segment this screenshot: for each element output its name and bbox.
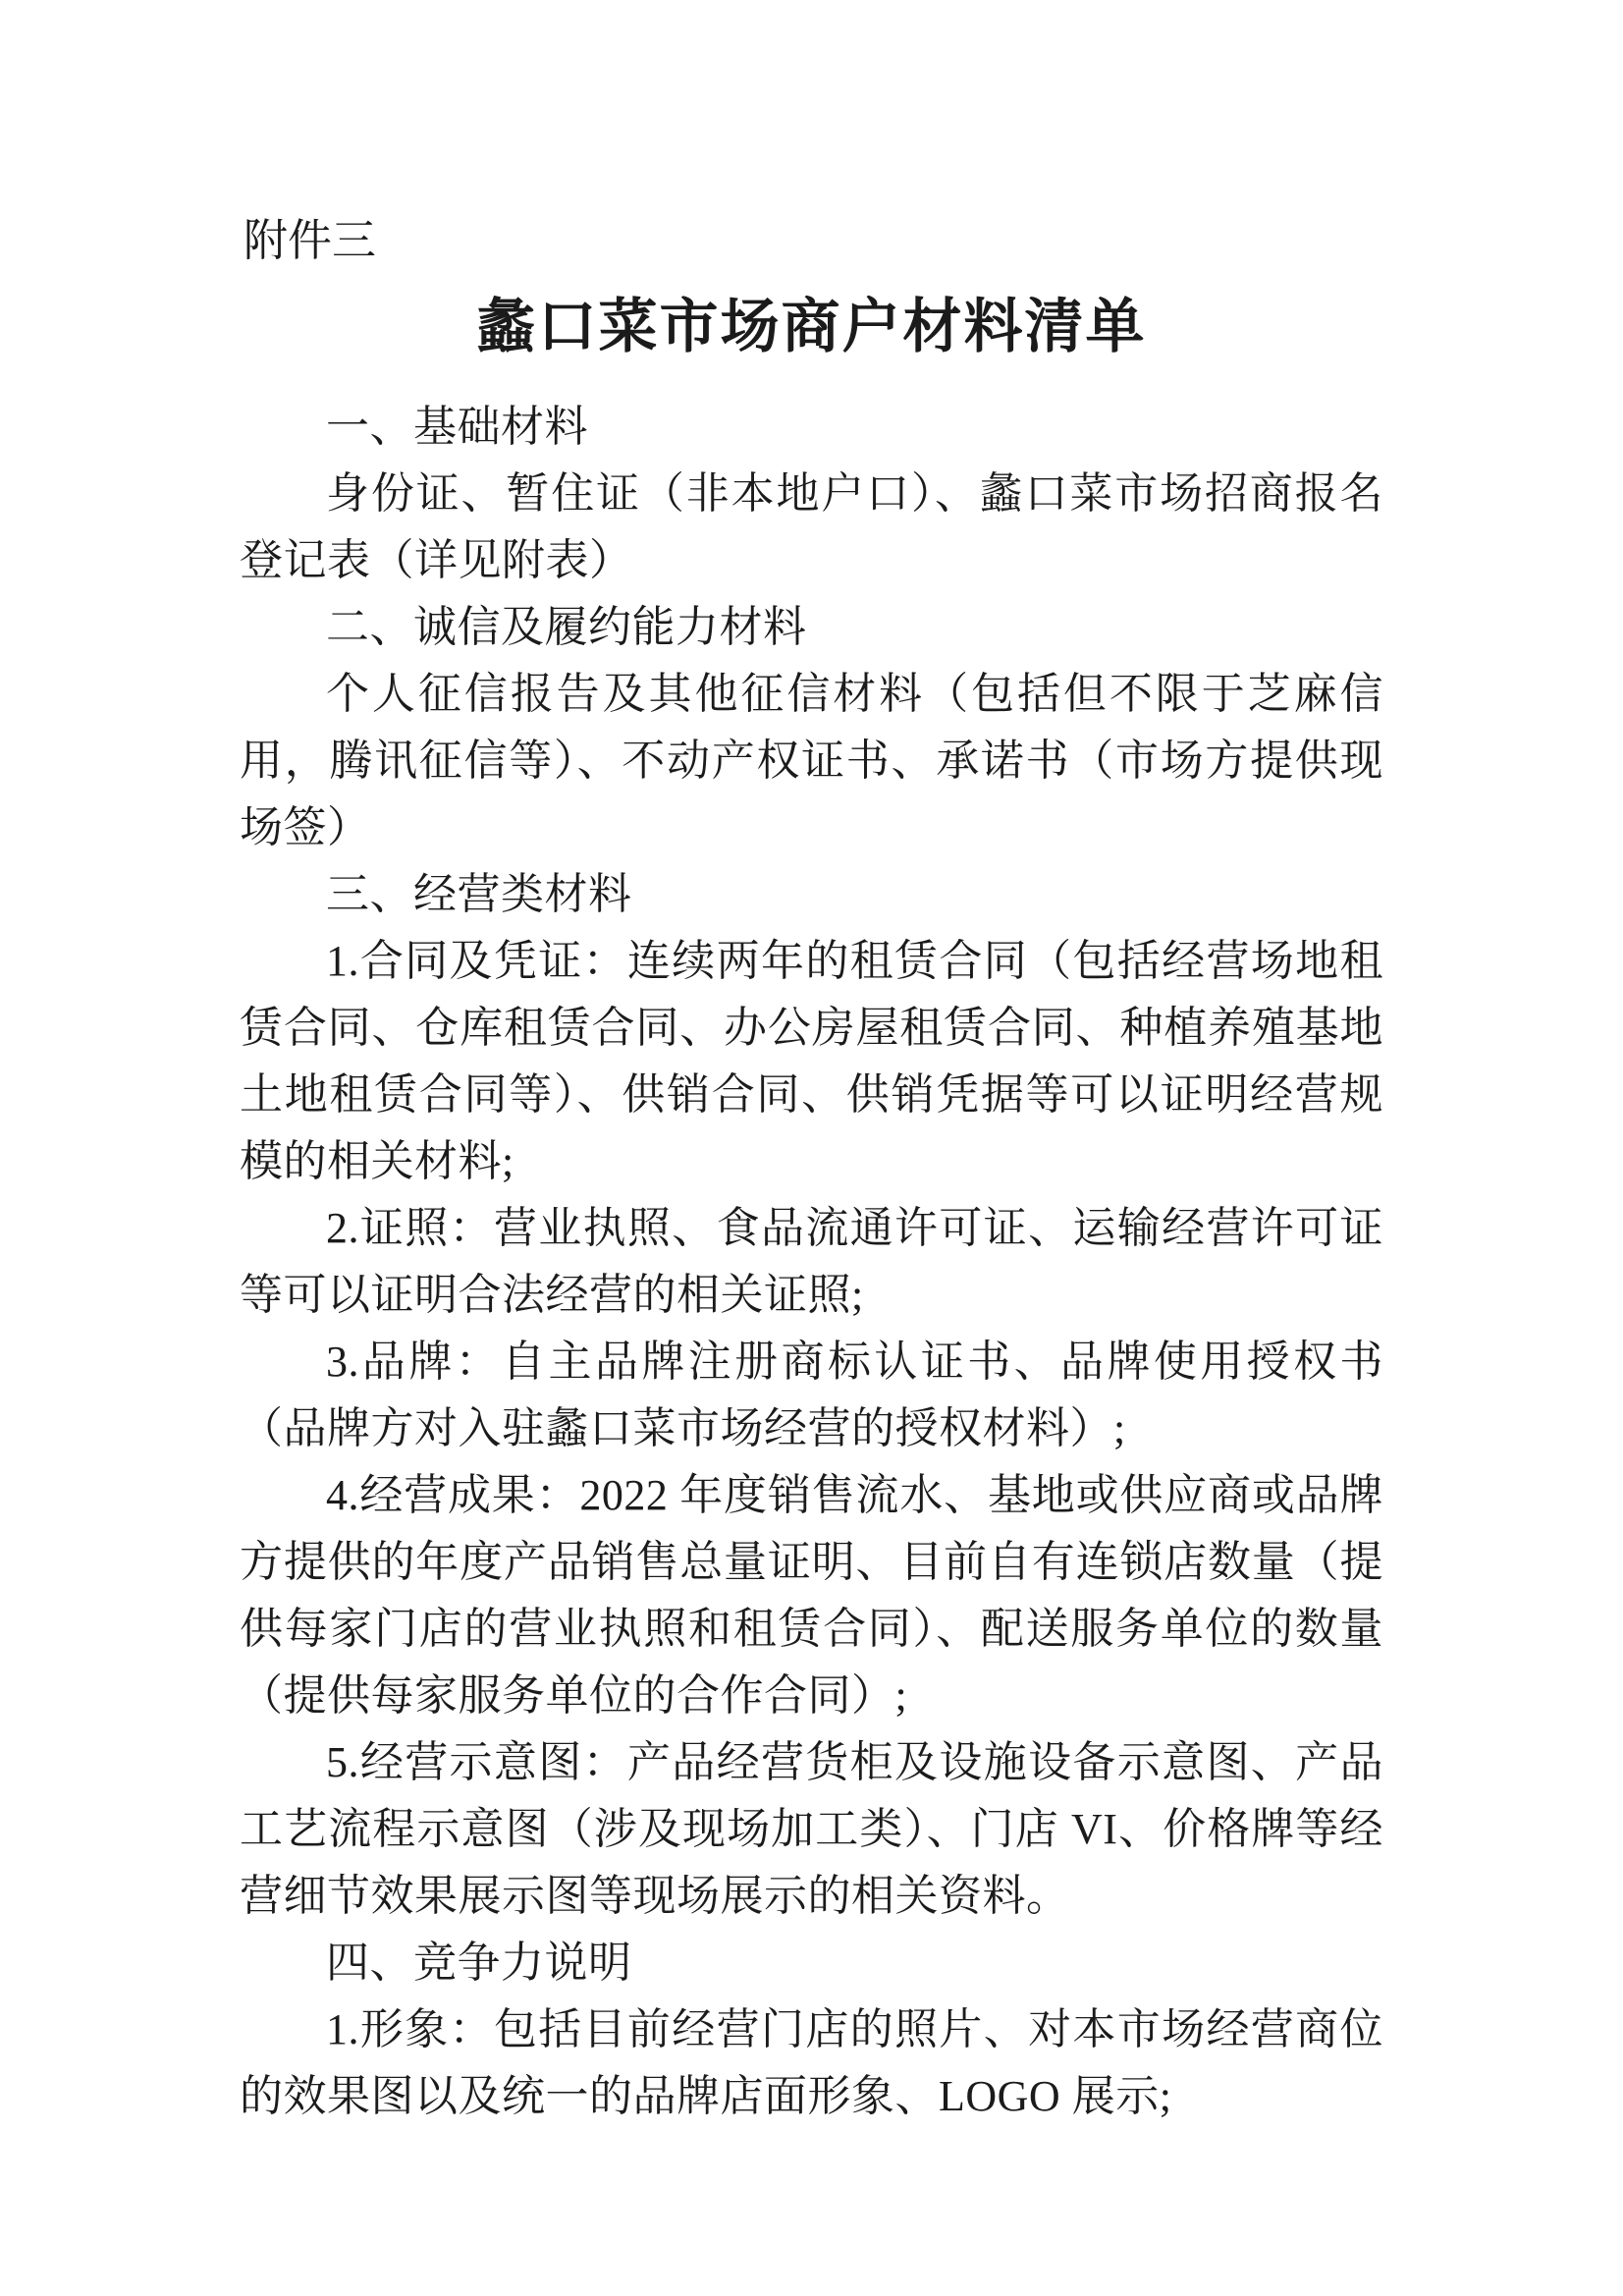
section-4-heading: 四、竞争力说明 — [326, 1939, 632, 1987]
section-3-item-5: 5.经营示意图：产品经营货柜及设施设备示意图、产品工艺流程示意图（涉及现场加工类）、门店 VI、价格牌等经营细节效果展示图等现场展示的相关资料。 — [240, 1738, 1383, 1920]
section-2-heading: 二、诚信及履约能力材料 — [326, 603, 807, 651]
section-3-heading: 三、经营类材料 — [326, 870, 632, 918]
section-2-paragraph: 个人征信报告及其他征信材料（包括但不限于芝麻信用，腾讯征信等）、不动产权证书、承诺书（市场方提供现场签） — [240, 670, 1383, 851]
section-1-paragraph: 身份证、暂住证（非本地户口）、蠡口菜市场招商报名登记表（详见附表） — [240, 469, 1383, 584]
section-3-item-2: 2.证照：营业执照、食品流通许可证、运输经营许可证等可以证明合法经营的相关证照; — [240, 1204, 1383, 1319]
section-4-item-1: 1.形象：包括目前经营门店的照片、对本市场经营商位的效果图以及统一的品牌店面形象、LOGO 展示; — [240, 2005, 1383, 2120]
section-3-item-3: 3.品牌：自主品牌注册商标认证书、品牌使用授权书（品牌方对入驻蠡口菜市场经营的授权材料）; — [240, 1338, 1383, 1452]
document-title: 蠡口菜市场商户材料清单 — [476, 295, 1147, 359]
section-3-item-1: 1.合同及凭证：连续两年的租赁合同（包括经营场地租赁合同、仓库租赁合同、办公房屋租赁合同、种植养殖基地土地租赁合同等）、供销合同、供销凭据等可以证明经营规模的相关材料; — [240, 937, 1383, 1185]
attachment-label: 附件三 — [243, 216, 377, 265]
section-1-heading: 一、基础材料 — [326, 403, 588, 451]
section-3-item-4: 4.经营成果：2022 年度销售流水、基地或供应商或品牌方提供的年度产品销售总量证明、目前自有连锁店数量（提供每家门店的营业执照和租赁合同）、配送服务单位的数量（提供每家服务单位的合作合同）; — [240, 1471, 1383, 1720]
